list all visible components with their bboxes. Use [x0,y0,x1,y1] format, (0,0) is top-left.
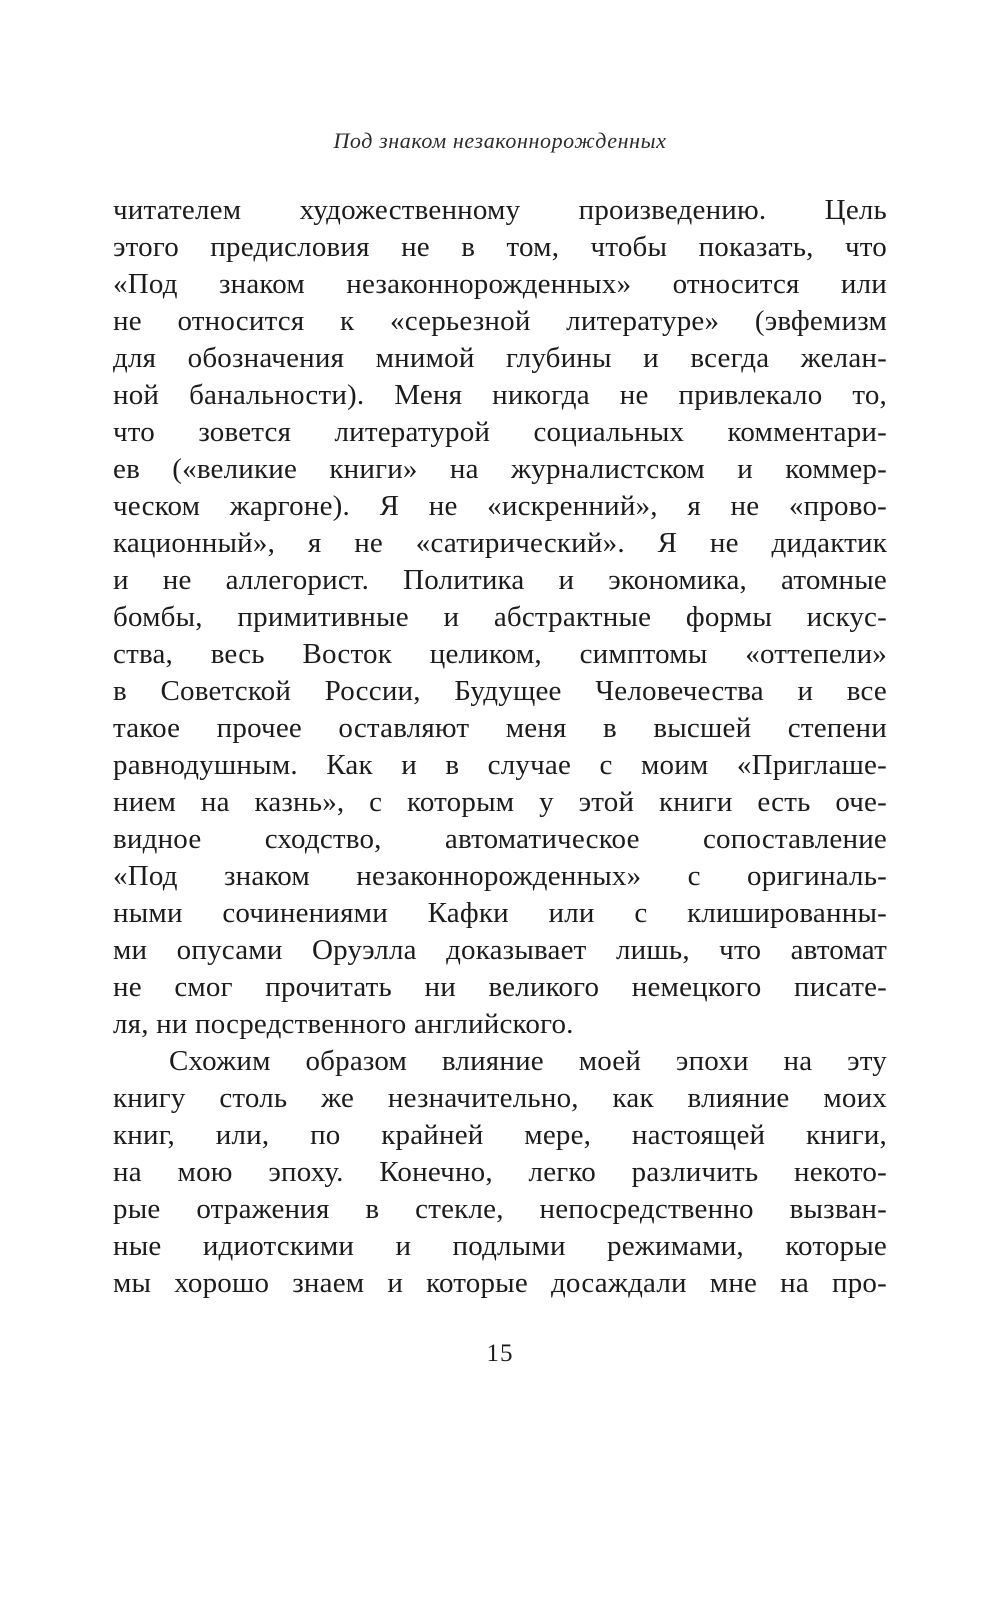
text-line: ев («великие книги» на журналистском и коммер- [113,453,887,485]
paragraph [113,1043,887,1302]
text-line: ными сочинениями Кафки или с клишированны- [113,897,887,929]
text-line: кационный», я не «сатирический». Я не дидактик [113,527,887,559]
text-line: мы хорошо знаем и которые досаждали мне на про- [113,1267,887,1299]
text-line: и не аллегорист. Политика и экономика, атомные [113,564,887,596]
text-line: ческом жаргоне). Я не «искренний», я не «прово- [113,490,887,522]
text-line: «Под знаком незаконнорожденных» относится или [113,268,887,300]
text-line: не относится к «серьезной литературе» (эвфемизм [113,305,887,337]
text-line: этого предисловия не в том, чтобы показать, что [113,231,887,263]
text-line: для обозначения мнимой глубины и всегда желан- [113,342,887,374]
text-line: рые отражения в стекле, непосредственно вызван- [113,1193,887,1225]
text-line: на мою эпоху. Конечно, легко различить некото- [113,1156,887,1188]
running-head: Под знаком незаконнорожденных [333,128,667,153]
text-line: ми опусами Оруэлла доказывает лишь, что автомат [113,934,887,966]
page-number: 15 [486,1340,514,1367]
text-line: ной банальности). Меня никогда не привлекало то, [113,379,887,411]
text-line: ства, весь Восток целиком, симптомы «оттепели» [113,638,887,670]
text-line: читателем художественному произведению. Цель [113,194,887,226]
text-line: что зовется литературой социальных комментари- [113,416,887,448]
text-line: нием на казнь», с которым у этой книги есть оче- [113,786,887,818]
text-line: ные идиотскими и подлыми режимами, которые [113,1230,887,1262]
text-line: не смог прочитать ни великого немецкого писате- [113,971,887,1003]
text-line: Схожим образом влияние моей эпохи на эту [169,1045,887,1077]
text-line: «Под знаком незаконнорожденных» с оригиналь- [113,860,887,892]
text-line: в Советской России, Будущее Человечества и все [113,675,887,707]
text-line: такое прочее оставляют меня в высшей степени [113,712,887,744]
text-line: ля, ни посредственного английского. [113,1008,574,1040]
text-line: книг, или, по крайней мере, настоящей книги, [113,1119,887,1151]
text-line: равнодушным. Как и в случае с моим «Приглаше- [113,749,887,781]
text-line: книгу столь же незначительно, как влияние моих [113,1082,887,1114]
paragraph [113,192,887,1043]
body-text [113,192,887,1302]
text-line: видное сходство, автоматическое сопоставление [113,823,887,855]
text-line: бомбы, примитивные и абстрактные формы искус- [113,601,887,633]
